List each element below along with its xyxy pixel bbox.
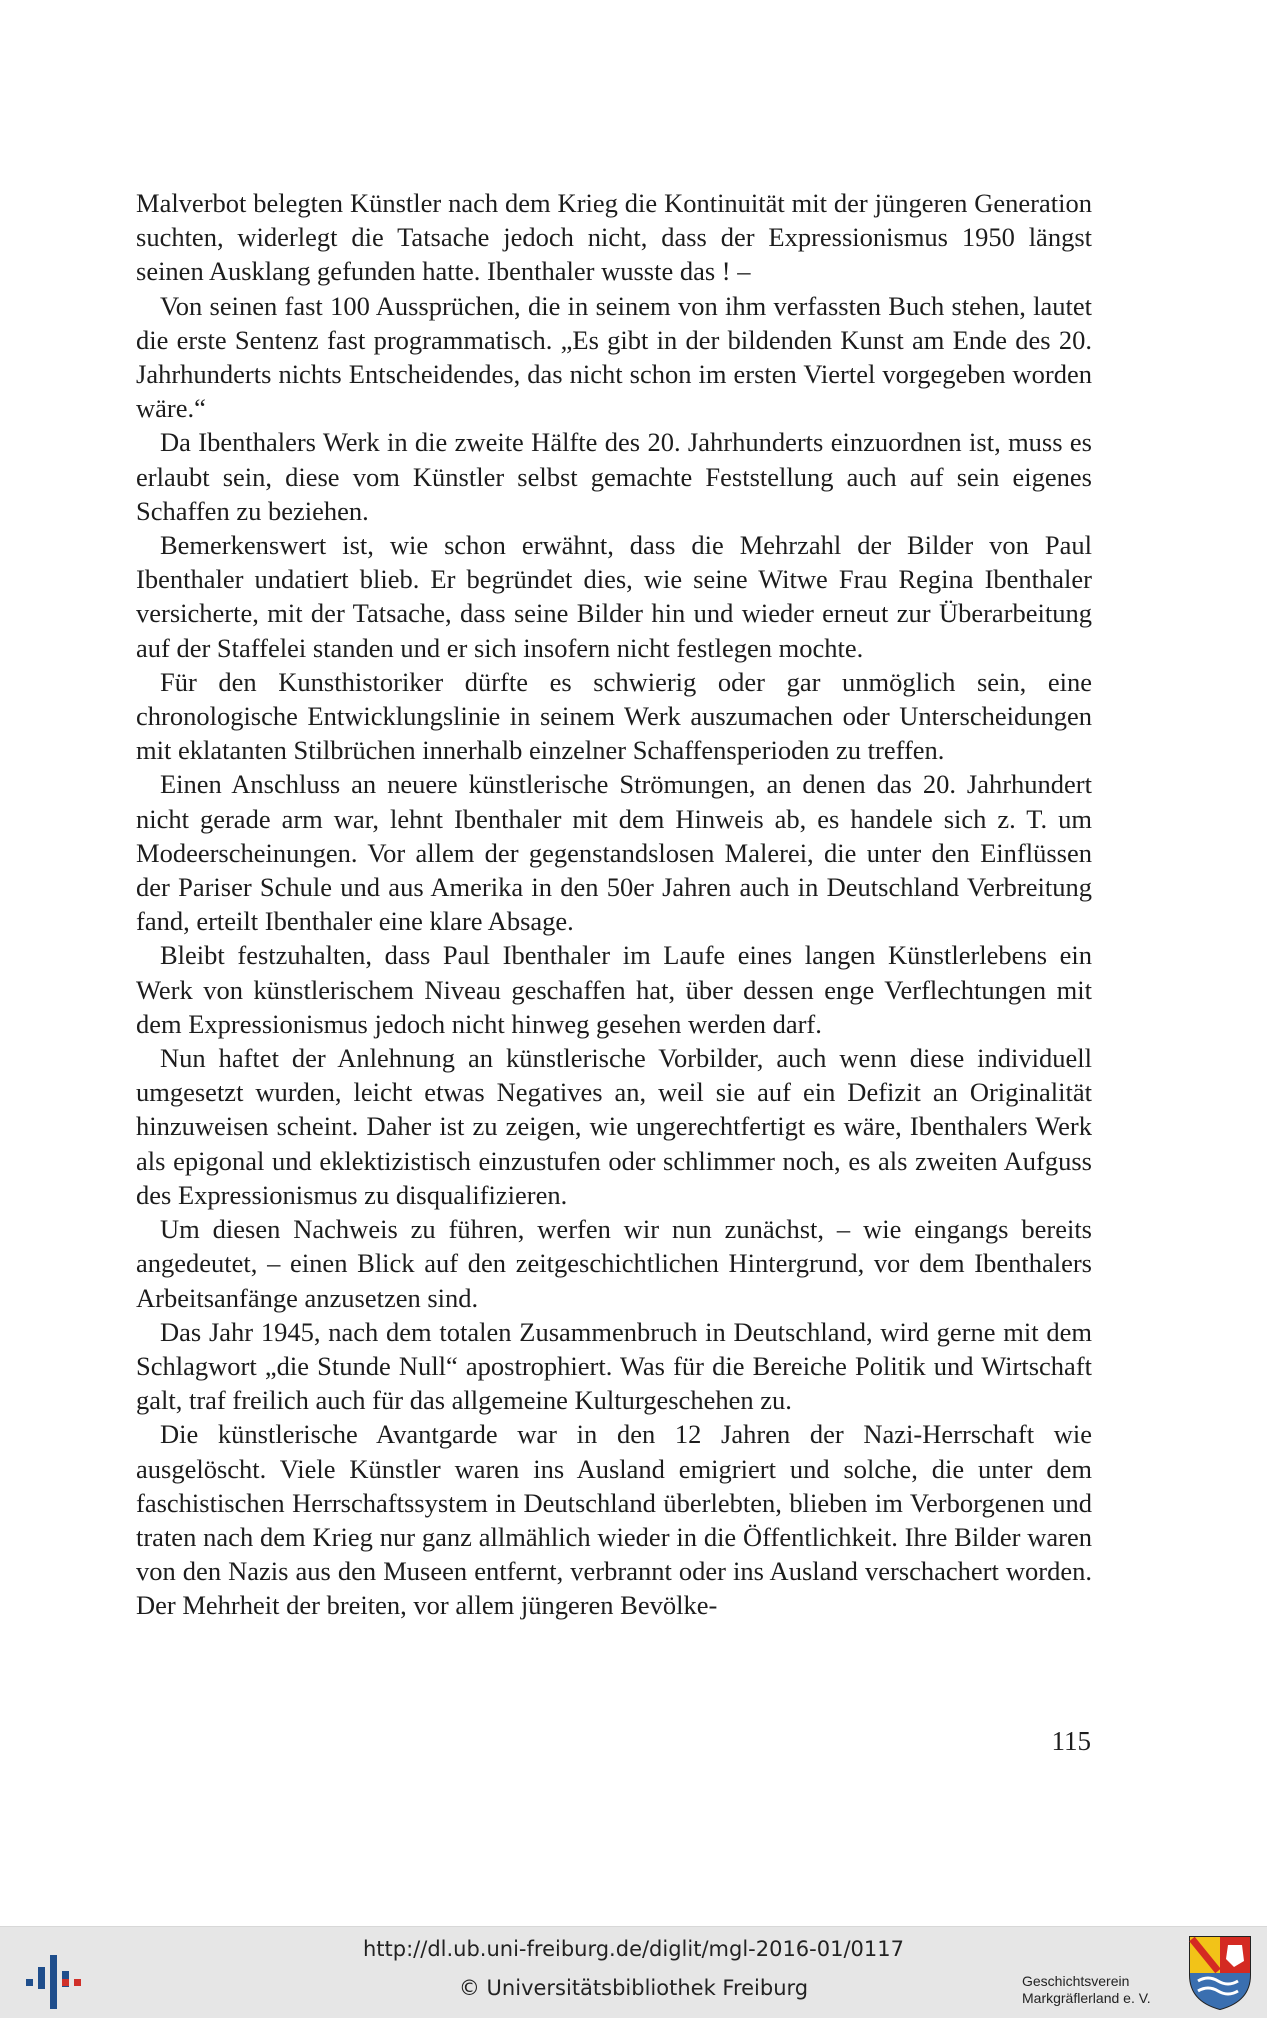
paragraph: Die künstlerische Avantgarde war in den 12 Jahren der Nazi-Herrschaft wie ausgelöscht. Viele Künstler waren ins Ausland emigriert und solche, die unter dem faschistischen Herrschaftssystem in Deutschland überlebten, blieben im Verborgenen und traten nach dem Krieg nur ganz allmählich wieder in die Öffentlichkeit. Ihre Bilder waren von den Nazis aus den Museen entfernt, verbrannt oder ins Ausland verschachert worden. Der Mehrheit der breiten, vor allem jüngeren Bevölke-: [136, 1419, 1092, 1621]
footer-bar: [0, 1926, 1267, 2018]
paragraph: Bleibt festzuhalten, dass Paul Ibenthaler im Laufe eines langen Künstlerlebens ein Werk von künstlerischem Niveau geschaffen hat, über dessen enge Verflechtungen mit dem Expressionismus jedoch nicht hinweg gesehen werden darf.: [136, 940, 1092, 1039]
publisher-name: [1022, 1973, 1151, 2007]
paragraph: Bemerkenswert ist, wie schon erwähnt, dass die Mehrzahl der Bilder von Paul Ibenthaler undatiert blieb. Er begründet dies, wie seine Witwe Frau Regina Ibenthaler versicherte, mit der Tatsache, dass seine Bilder hin und wieder erneut zur Überarbeitung auf der Staffelei standen und er sich insofern nicht festlegen mochte.: [136, 530, 1092, 663]
page-number: 115: [1051, 1726, 1091, 1756]
paragraph: Malverbot belegten Künstler nach dem Krieg die Kontinuität mit der jüngeren Generation suchten, widerlegt die Tatsache jedoch nicht, dass der Expressionismus 1950 längst seinen Ausklang gefunden hatte. Ibenthaler wusste das ! –: [136, 188, 1092, 287]
permalink-url[interactable]: http://dl.ub.uni-freiburg.de/diglit/mgl-2016-01/0117: [362, 1937, 904, 1961]
paragraph: Von seinen fast 100 Aussprüchen, die in seinem von ihm verfassten Buch stehen, lautet die erste Sentenz fast programmatisch. „Es gibt in der bildenden Kunst am Ende des 20. Jahrhunderts nichts Entscheidendes, das nicht schon im ersten Viertel vorgegeben worden wäre.“: [136, 290, 1092, 424]
body-text: [136, 186, 1092, 1623]
paragraph: Nun haftet der Anlehnung an künstlerische Vorbilder, auch wenn diese individuell umgesetzt wurden, leicht etwas Negatives an, weil sie auf ein Defizit an Originalität hinzuweisen scheint. Daher ist zu zeigen, wie ungerechtfertigt es wäre, Ibenthalers Werk als epigonal und eklektizistisch einzustufen oder schlimmer noch, es als zweiten Aufguss des Expressionismus zu disqualifizieren.: [136, 1043, 1092, 1210]
coat-of-arms-icon: [1188, 1935, 1252, 2011]
paragraph: Einen Anschluss an neuere künstlerische Strömungen, an denen das 20. Jahrhundert nicht gerade arm war, lehnt Ibenthaler mit dem Hinweis ab, es handele sich z. T. um Modeerscheinungen. Vor allem der gegenstandslosen Malerei, die unter den Einflüssen der Pariser Schule und aus Amerika in den 50er Jahren auch in Deutschland Verbreitung fand, erteilt Ibenthaler eine klare Absage.: [136, 769, 1092, 937]
paragraph: Für den Kunsthistoriker dürfte es schwierig oder gar unmöglich sein, eine chronologische Entwicklungslinie in seinem Werk auszumachen oder Unterscheidungen mit eklatanten Stilbrüchen innerhalb einzelner Schaffensperioden zu treffen.: [136, 666, 1092, 766]
publisher-line-1: Geschichtsverein: [1022, 1973, 1130, 1989]
paragraph: Das Jahr 1945, nach dem totalen Zusammenbruch in Deutschland, wird gerne mit dem Schlagwort „die Stunde Null“ apostrophiert. Was für die Bereiche Politik und Wirtschaft galt, traf freilich auch für das allgemeine Kulturgeschehen zu.: [136, 1316, 1092, 1416]
copyright-notice: © Universitätsbibliothek Freiburg: [458, 1976, 809, 2000]
paragraph: Um diesen Nachweis zu führen, werfen wir nun zunächst, – wie eingangs bereits angedeutet, – einen Blick auf den zeitgeschichtlichen Hintergrund, vor dem Ibenthalers Arbeitsanfänge anzusetzen sind.: [136, 1214, 1092, 1313]
publisher-line-2: Markgräflerland e. V.: [1022, 1990, 1151, 2006]
paragraph: Da Ibenthalers Werk in die zweite Hälfte des 20. Jahrhunderts einzuordnen ist, muss es erlaubt sein, diese vom Künstler selbst gemachte Feststellung auch auf sein eigenes Schaffen zu beziehen.: [136, 427, 1092, 526]
